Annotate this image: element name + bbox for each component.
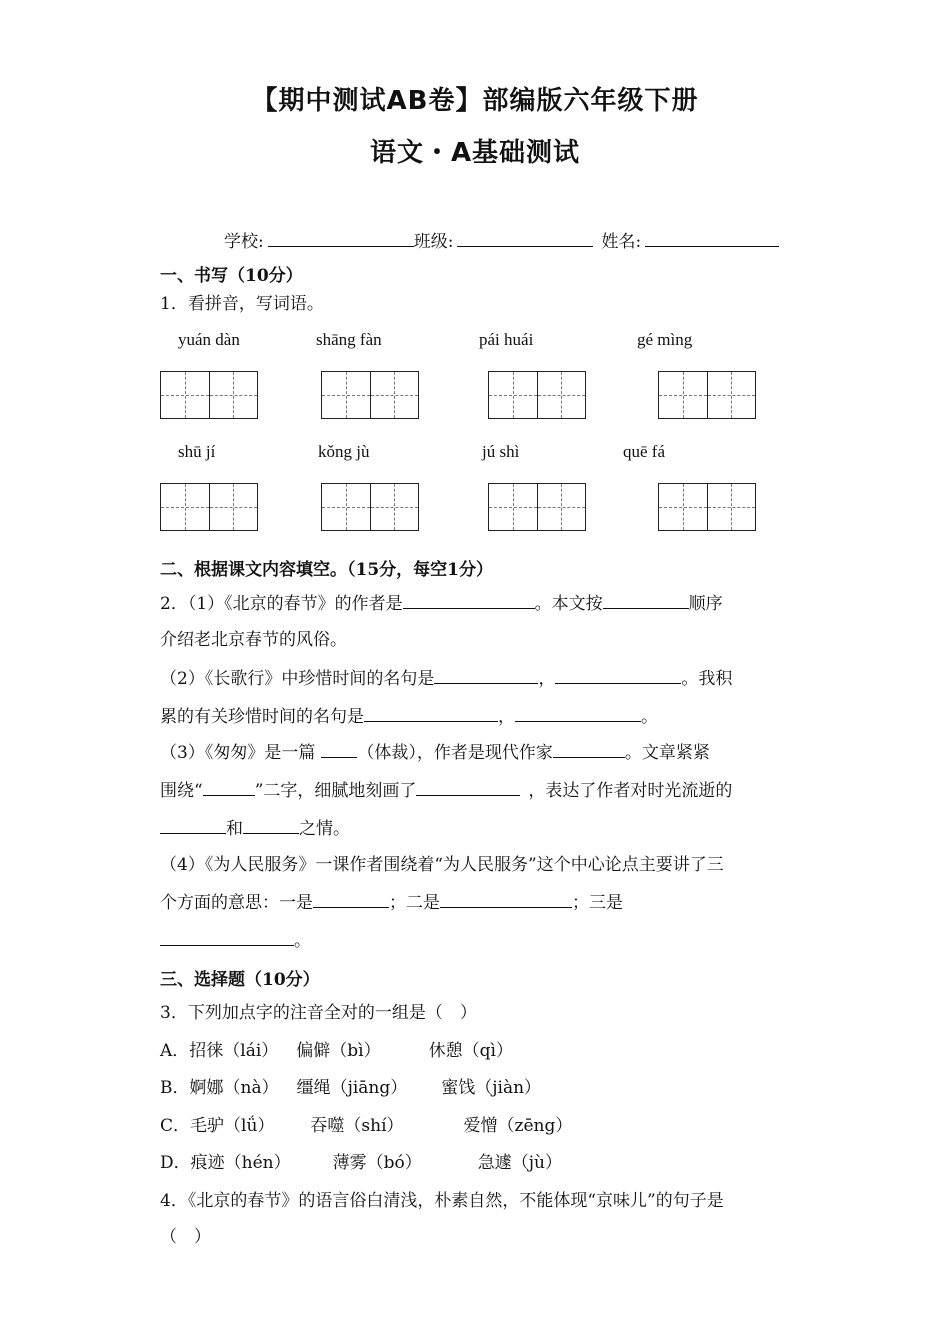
writing-grid[interactable] <box>160 371 258 419</box>
option-b-item: 蜜饯（jiàn） <box>441 1078 542 1098</box>
q2-text: 顺序 <box>688 594 723 614</box>
q2-text: 累的有关珍惜时间的名句是 <box>160 707 364 727</box>
pinyin-3: pái huái <box>479 330 534 349</box>
writing-grid[interactable] <box>488 483 586 531</box>
q2-line-6 <box>160 779 732 802</box>
pinyin-7: jú shì <box>482 442 520 461</box>
q1-text: 1．看拼音，写词语。 <box>160 294 324 314</box>
q2-text: 和 <box>226 819 243 839</box>
page-subtitle: 语文・A基础测试 <box>369 138 581 168</box>
answer-blank[interactable] <box>160 929 294 946</box>
school-blank[interactable] <box>268 230 414 247</box>
option-a-item: A．招徕（lái） <box>160 1041 279 1061</box>
answer-blank[interactable] <box>364 705 498 722</box>
option-a[interactable] <box>160 1040 513 1062</box>
q2-line-10 <box>160 929 311 952</box>
q2-line-1 <box>160 592 723 615</box>
answer-blank[interactable] <box>313 891 389 908</box>
option-b-item: 缰绳（jiāng） <box>296 1078 408 1098</box>
q2-text: 之情。 <box>299 819 350 839</box>
q2-line-5 <box>160 741 710 764</box>
q2-line-2: 介绍老北京春节的风俗。 <box>160 630 347 650</box>
q2-text: ， <box>538 669 556 689</box>
name-blank[interactable] <box>645 230 779 247</box>
q2-line-9 <box>160 891 623 914</box>
writing-grid[interactable] <box>160 483 258 531</box>
q2-text: 。 <box>641 707 658 727</box>
q2-text: （体裁），作者是现代作家 <box>357 743 553 763</box>
answer-blank[interactable] <box>440 891 572 908</box>
school-label: 学校: <box>224 232 264 252</box>
writing-grid[interactable] <box>658 371 756 419</box>
q2-text: 。 <box>294 931 311 951</box>
option-a-item: 偏僻（bì） <box>296 1041 381 1061</box>
option-d-item: D．痕迹（hén） <box>160 1153 291 1173</box>
pinyin-2: shāng fàn <box>316 330 382 349</box>
q2-text: （2）《长歌行》中珍惜时间的名句是 <box>160 669 435 689</box>
pinyin-6: kǒng jù <box>318 442 370 461</box>
q2-text: （3）《匆匆》是一篇 <box>160 743 316 763</box>
q2-text: ；二是 <box>389 893 440 913</box>
writing-grid[interactable] <box>321 483 419 531</box>
q4-text: 4．《北京的春节》的语言俗白清浅，朴素自然，不能体现“京味儿”的句子是 <box>160 1191 724 1211</box>
section1-heading: 一、书写（10分） <box>160 266 303 286</box>
option-c-item: 吞噬（shí） <box>310 1116 404 1136</box>
option-c[interactable] <box>160 1115 572 1137</box>
q2-text: ，表达了作者对时光流逝的 <box>528 781 733 801</box>
option-b[interactable] <box>160 1077 541 1099</box>
option-d[interactable] <box>160 1152 562 1174</box>
q2-text: 2．（1）《北京的春节》的作者是 <box>160 594 403 614</box>
answer-blank[interactable] <box>160 817 226 834</box>
q2-text: ”二字，细腻地刻画了 <box>254 781 417 801</box>
writing-grid[interactable] <box>658 483 756 531</box>
q4-answer-bracket[interactable]: （ ） <box>160 1227 211 1247</box>
pinyin-1: yuán dàn <box>178 330 240 349</box>
class-label: 班级: <box>413 232 454 252</box>
q2-text: 个方面的意思：一是 <box>160 893 313 913</box>
answer-blank[interactable] <box>515 705 641 722</box>
section3-heading: 三、选择题（10分） <box>160 970 320 990</box>
pinyin-4: gé mìng <box>637 330 693 349</box>
option-d-item: 薄雾（bó） <box>332 1153 422 1173</box>
writing-grid[interactable] <box>321 371 419 419</box>
answer-blank[interactable] <box>243 817 299 834</box>
q2-line-8: （4）《为人民服务》一课作者围绕着“为人民服务”这个中心论点主要讲了三 <box>160 855 724 875</box>
option-a-item: 休憩（qì） <box>428 1041 513 1061</box>
q2-line-4 <box>160 705 658 728</box>
writing-grid[interactable] <box>488 371 586 419</box>
option-b-item: B．婀娜（nà） <box>160 1078 279 1098</box>
page-title: 【期中测试AB卷】部编版六年级下册 <box>251 86 699 116</box>
answer-blank[interactable] <box>321 741 357 758</box>
answer-blank[interactable] <box>203 779 255 796</box>
info-line <box>224 230 779 253</box>
q2-text: 。我积 <box>681 669 733 689</box>
pinyin-8: quē fá <box>623 442 666 461</box>
option-c-item: C．毛驴（lǘ） <box>160 1116 275 1136</box>
answer-blank[interactable] <box>603 592 689 609</box>
pinyin-5: shū jí <box>178 442 216 461</box>
q3-text: 3．下列加点字的注音全对的一组是（ ） <box>160 1003 477 1023</box>
q2-text: 。本文按 <box>534 594 603 614</box>
answer-blank[interactable] <box>416 779 520 796</box>
answer-blank[interactable] <box>434 667 538 684</box>
q2-line-3 <box>160 667 732 690</box>
class-blank[interactable] <box>457 230 593 247</box>
answer-blank[interactable] <box>555 667 681 684</box>
option-c-item: 爱憎（zēng） <box>463 1116 573 1136</box>
answer-blank[interactable] <box>553 741 625 758</box>
q2-text: 。文章紧紧 <box>624 743 710 763</box>
section2-heading: 二、根据课文内容填空。（15分，每空1分） <box>160 560 493 580</box>
option-d-item: 急遽（jù） <box>477 1153 562 1173</box>
answer-blank[interactable] <box>403 592 535 609</box>
q2-line-7 <box>160 817 350 840</box>
q2-text: 围绕“ <box>160 781 203 801</box>
q2-text: ， <box>498 707 515 727</box>
q2-text: ；三是 <box>572 893 623 913</box>
name-label: 姓名: <box>601 232 642 252</box>
